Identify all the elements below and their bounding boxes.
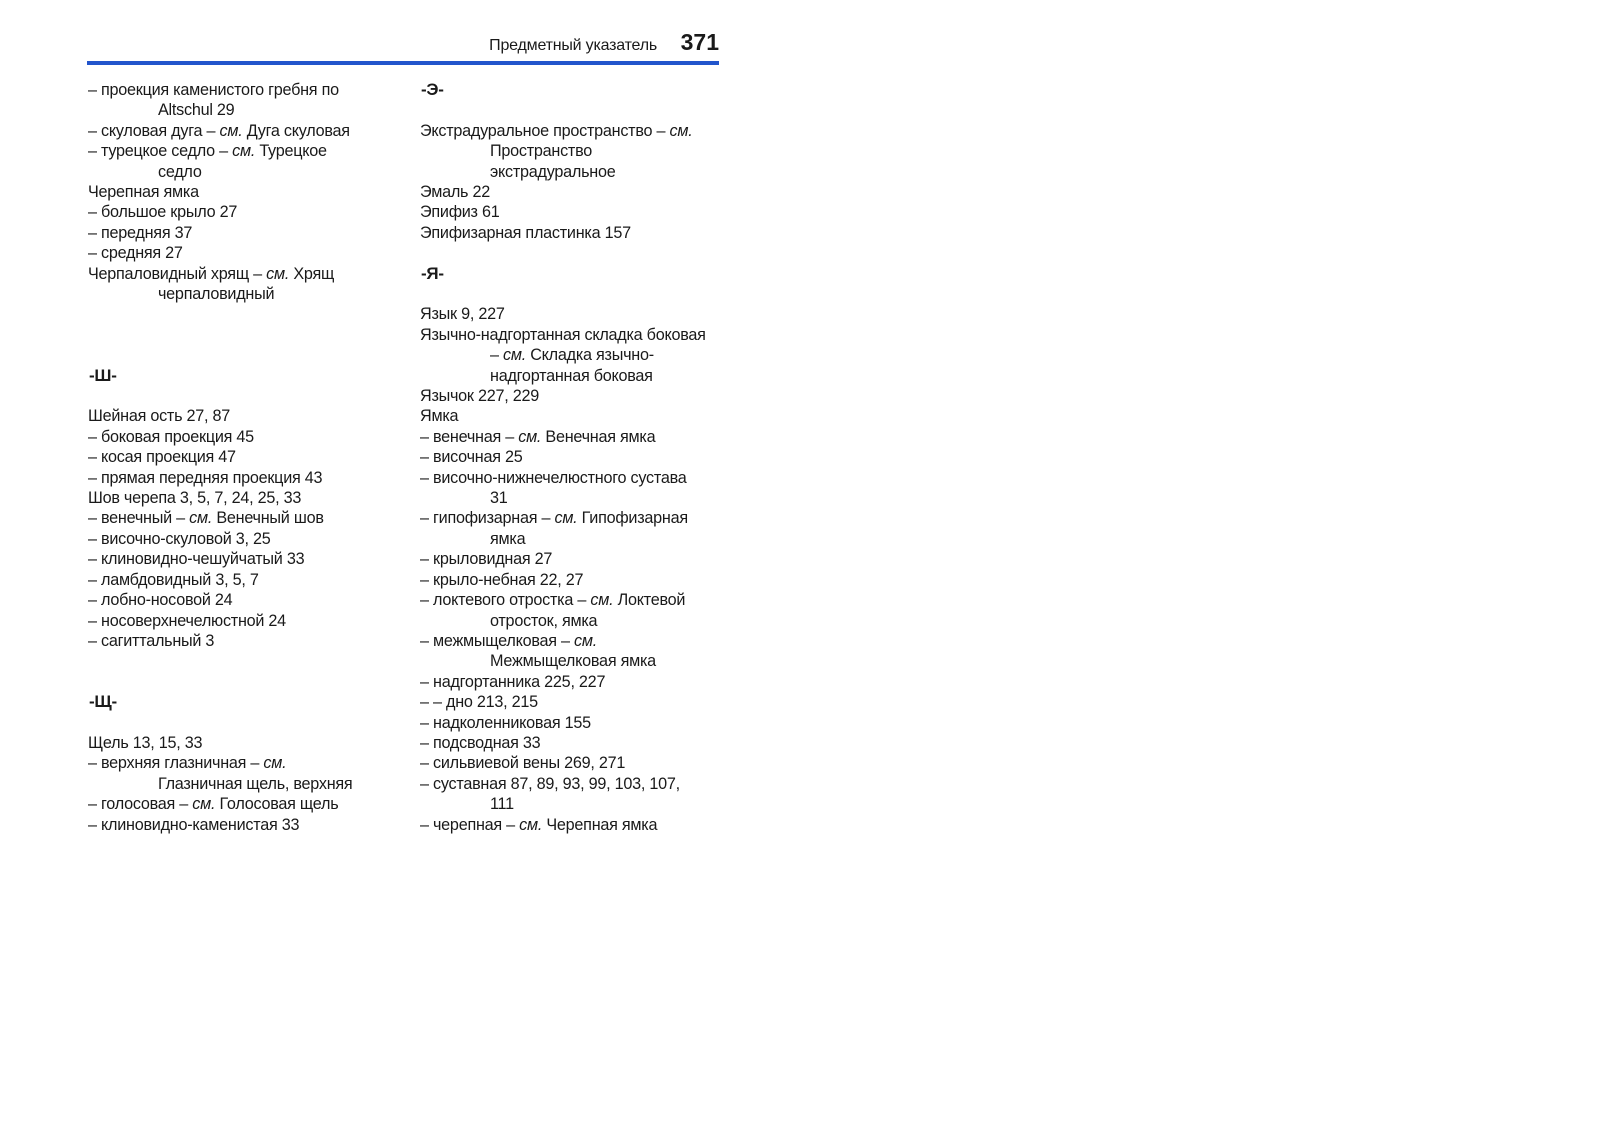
see-reference: см. (503, 346, 526, 365)
entry-text: – венечная – (420, 427, 514, 446)
index-entry-continuation: Пространство (490, 142, 593, 161)
entry-text: – венечный – (88, 509, 185, 528)
see-reference: см. (518, 427, 542, 446)
entry-target: Венечная ямка (545, 427, 656, 446)
index-column-right (420, 80, 720, 835)
index-entry: – суставная 87, 89, 93, 99, 103, 107, (420, 774, 680, 793)
index-entry-continuation: 31 (490, 489, 508, 508)
section-gap (420, 243, 720, 263)
entry-text: Экстрадуральное пространство – (420, 121, 666, 140)
entry-text: – верхняя глазничная – (88, 754, 260, 773)
entry-text: Черпаловидный хрящ – (88, 264, 262, 283)
see-reference: см. (574, 631, 597, 650)
entry-text: – скуловая дуга – (88, 121, 216, 140)
index-entry (88, 141, 398, 161)
index-entry: – лобно-носовой 24 (88, 591, 233, 610)
section-gap (420, 284, 720, 304)
index-entry: Шейная ость 27, 87 (88, 407, 231, 426)
index-entry: – косая проекция 47 (88, 448, 236, 467)
section-letter: -Э- (421, 80, 444, 99)
see-reference: см. (554, 509, 578, 528)
index-entry: – боковая проекция 45 (88, 427, 254, 446)
page-number: 371 (680, 29, 719, 55)
index-entry: – височно-нижнечелюстного сустава (420, 468, 687, 487)
index-entry (88, 121, 398, 141)
section-gap (88, 651, 398, 692)
entry-target: Дуга скуловая (246, 121, 350, 140)
section-letter: -Я- (421, 263, 444, 283)
index-entry: – подсводная 33 (420, 733, 541, 752)
index-entry: Щель 13, 15, 33 (88, 733, 203, 752)
index-entry (420, 631, 720, 651)
index-entry: – височная 25 (420, 448, 523, 467)
entry-target: Голосовая щель (219, 795, 339, 814)
index-entry-continuation: надгортанная боковая (490, 366, 653, 385)
index-entry-continuation (420, 345, 720, 365)
index-entry: – большое крыло 27 (88, 203, 238, 222)
see-reference: см. (232, 142, 256, 161)
section-gap (88, 713, 398, 733)
index-entry: – передняя 37 (88, 223, 193, 242)
index-entry-continuation: ямка (490, 529, 526, 548)
index-entry-continuation: Altschul 29 (158, 101, 235, 120)
index-entry: – средняя 27 (88, 244, 183, 263)
index-entry: Эпифизарная пластинка 157 (420, 223, 631, 242)
index-entry: – надколенниковая 155 (420, 713, 591, 732)
index-entry: – крыло-небная 22, 27 (420, 570, 584, 589)
see-reference: см. (263, 754, 287, 773)
index-entry (88, 264, 398, 284)
index-entry (420, 590, 720, 610)
entry-text: – турецкое седло – (88, 142, 228, 161)
index-entry: Язык 9, 227 (420, 305, 505, 324)
see-reference: см. (519, 815, 543, 834)
index-entry: Черепная ямка (88, 183, 199, 202)
header-rule (87, 61, 719, 65)
index-entry: – носоверхнечелюстной 24 (88, 611, 286, 630)
index-entry: Эпифиз 61 (420, 203, 500, 222)
entry-text: – гипофизарная – (420, 509, 551, 528)
index-entry-continuation: седло (158, 162, 202, 181)
index-entry: Язычок 227, 229 (420, 387, 540, 406)
index-entry: – височно-скуловой 3, 25 (88, 529, 271, 548)
see-reference: см. (189, 509, 213, 528)
header-title: Предметный указатель (489, 37, 657, 54)
index-entry: – прямая передняя проекция 43 (88, 468, 323, 487)
index-entry: – сильвиевой вены 269, 271 (420, 754, 626, 773)
index-entry: – сагиттальный 3 (88, 631, 215, 650)
entry-target: Турецкое (259, 142, 327, 161)
entry-target: Венечный шов (216, 509, 324, 528)
index-entry: – – дно 213, 215 (420, 693, 538, 712)
index-entry (88, 508, 398, 528)
entry-text: – локтевого отростка – (420, 591, 587, 610)
index-entry (420, 815, 720, 835)
index-entry: – клиновидно-чешуйчатый 33 (88, 550, 305, 569)
see-reference: см. (266, 264, 290, 283)
index-column-left (88, 80, 398, 835)
entry-text: – межмыщелковая – (420, 631, 570, 650)
section-letter: -Ш- (89, 365, 117, 385)
index-entry: Шов черепа 3, 5, 7, 24, 25, 33 (88, 489, 302, 508)
entry-text: – (490, 346, 499, 365)
index-entry: – проекция каменистого гребня по (88, 81, 339, 99)
index-entry: – ламбдовидный 3, 5, 7 (88, 570, 259, 589)
entry-text: – черепная – (420, 815, 515, 834)
index-entry-continuation: отросток, ямка (490, 611, 598, 630)
see-reference: см. (669, 121, 693, 140)
index-entry: – крыловидная 27 (420, 550, 553, 569)
entry-target: Гипофизарная (581, 509, 688, 528)
section-letter: -Щ- (89, 692, 117, 712)
page-header (87, 28, 719, 64)
index-entry (88, 753, 398, 773)
index-entry (420, 508, 720, 528)
entry-target: Хрящ (293, 264, 335, 283)
index-entry (420, 427, 720, 447)
index-entry: – клиновидно-каменистая 33 (88, 815, 300, 834)
section-gap (420, 100, 720, 120)
index-entry-continuation: 111 (490, 795, 514, 814)
index-entry: Ямка (420, 407, 459, 426)
section-gap (88, 386, 398, 406)
index-entry-continuation: Глазничная щель, верхняя (158, 774, 353, 793)
index-entry-continuation: черпаловидный (158, 285, 275, 304)
section-gap (88, 304, 398, 365)
entry-target: Локтевой (617, 591, 686, 610)
see-reference: см. (590, 591, 614, 610)
index-entry: Язычно-надгортанная складка боковая (420, 325, 706, 344)
entry-target: Черепная ямка (546, 815, 658, 834)
entry-target: Складка язычно- (530, 346, 654, 365)
index-entry-continuation: экстрадуральное (490, 162, 616, 181)
see-reference: см. (192, 795, 216, 814)
index-entry (88, 794, 398, 814)
index-entry (420, 121, 720, 141)
see-reference: см. (219, 121, 243, 140)
index-entry: – надгортанника 225, 227 (420, 672, 606, 691)
index-entry-continuation: Межмыщелковая ямка (490, 652, 656, 671)
entry-text: – голосовая – (88, 795, 189, 814)
index-entry: Эмаль 22 (420, 183, 490, 202)
